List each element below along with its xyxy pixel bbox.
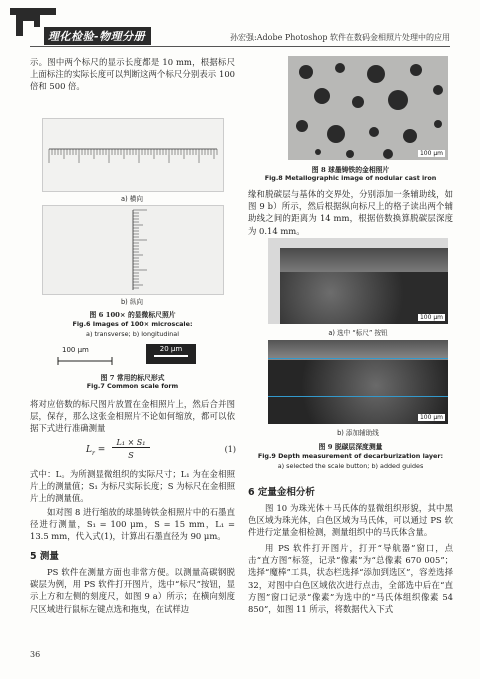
figure-7-scale-20um: 20 μm bbox=[159, 345, 183, 353]
figure-9-caption-en-sub: a) selected the scale button; b) added guides bbox=[277, 462, 424, 470]
formula-denominator: S bbox=[128, 451, 134, 460]
formula-lhs: L bbox=[86, 445, 92, 455]
figure-6a-label: a) 横向 bbox=[121, 195, 143, 203]
guide-line-top bbox=[268, 358, 448, 359]
section-5-heading: 5 测量 bbox=[30, 551, 59, 562]
horizontal-ruler bbox=[280, 238, 448, 248]
figure-8-caption-en: Fig.8 Metallographic image of nodular cast iron bbox=[264, 174, 437, 182]
figure-6b-image bbox=[42, 205, 224, 295]
vertical-ruler bbox=[268, 238, 280, 324]
paragraph-intro: 示。图中两个标尺的显示长度都是 10 mm，根据标尺上面标注的实际长度可以判断这两个标尺分别表示 100 倍和 500 倍。 bbox=[30, 57, 235, 92]
figure-6-caption-en-sub: a) transverse; b) longitudinal bbox=[86, 330, 179, 338]
figure-8-caption-zh: 图 8 球墨铸铁的金相照片 bbox=[311, 166, 390, 174]
formula-1: $L_r$ = L₁ × S₁ S (1) bbox=[86, 438, 236, 460]
figure-7-scalebar-left bbox=[56, 357, 116, 365]
figure-9-caption-en: Fig.9 Depth measurement of decarburization layer: bbox=[257, 452, 444, 460]
figure-9b-image bbox=[268, 340, 448, 424]
figure-7-scalebar-right bbox=[146, 344, 196, 364]
figure-6-caption-en: Fig.6 Images of 100× microscale: bbox=[72, 320, 193, 328]
journal-name: 理化检验-物理分册 bbox=[44, 27, 151, 45]
paragraph-scale-overlay: 将对应倍数的标尺图片放置在金相照片上，然后合并图层，保存，那么这张金相照片不论如何缩放，都可以依据下式进行准确测量 bbox=[30, 399, 235, 434]
figure-9b-scale: 100 μm bbox=[419, 414, 443, 421]
paragraph-quant-steps: 用 PS 软件打开图片，打开“导航器”窗口，点击“直方图”标签，记录“像素”为“总像素 670 005”；选择“魔棒”工具，状态栏选择“添加到选区”，容差选择 32，对图中白色区域依次进行点击，全部选中后在“直方图”窗口记录“像素”为选中的“马氏体组织像素 54 850”，如图 11 所示，将数据代入下式 bbox=[248, 543, 453, 615]
guide-line-bottom bbox=[268, 396, 448, 397]
running-title: 孙宏强:Adobe Photoshop 软件在数码金相照片处理中的应用 bbox=[230, 33, 450, 42]
paragraph-formula-vars: 式中：L。为所测显微组织的实际尺寸；L₁ 为在金相照片上的测量值；S₁ 为标尺实际长度；S 为标尺在金相照片上的测量值。 bbox=[30, 469, 235, 504]
section-6-heading: 6 定量金相分析 bbox=[248, 487, 315, 498]
figure-9a-image bbox=[268, 238, 448, 324]
figure-9a-scale: 100 μm bbox=[419, 314, 443, 321]
paragraph-guides: 缘和脱碳层与基体的交界处，分别添加一条辅助线，如图 9 b）所示，然后根据纵向标尺上的格子读出两个辅助线之间的距离为 14 mm，根据倍数换算脱碳层深度为 0.14 mm。 bbox=[248, 189, 453, 236]
paragraph-quant-intro: 图 10 为珠光体＋马氏体的显微组织形貌，其中黑色区域为珠光体，白色区域为马氏体，可以通过 PS 软件进行定量金相检测，测量组织中的马氏体含量。 bbox=[248, 503, 453, 538]
figure-7-caption-en: Fig.7 Common scale form bbox=[86, 382, 179, 390]
figure-9a-label: a) 选中 “标尺” 按钮 bbox=[328, 329, 388, 337]
paragraph-measure: PS 软件在测量方面也非常方便。以测量高碳钢脱碳层为例，用 PS 软件打开图片，选中“标尺”按钮，显示上方和左侧的刻度尺，如图 9 a）所示；在横向刻度尺区域进行鼠标左键点选和拖曳，在试样边 bbox=[30, 567, 235, 614]
figure-7-caption-zh: 图 7 常用的标尺形式 bbox=[100, 374, 165, 382]
page-number: 36 bbox=[30, 650, 41, 659]
figure-9b-label: b) 添加辅助线 bbox=[337, 429, 379, 437]
formula-lhs-sub: r bbox=[91, 449, 95, 457]
figure-8-image bbox=[288, 56, 448, 160]
paragraph-example: 如对图 8 进行缩放的球墨铸铁金相照片中的石墨直径进行测量，S₁ = 100 μm，S = 15 mm，L₁ = 13.5 mm，代入式(1)，计算出石墨直径为 90 μm。 bbox=[30, 507, 235, 542]
formula-numerator: L₁ × S₁ bbox=[112, 438, 150, 448]
figure-7-scale-100um: 100 μm bbox=[62, 346, 89, 354]
figure-8-scale: 100 μm bbox=[419, 150, 443, 157]
formula-number: (1) bbox=[224, 445, 236, 454]
figure-6a-image bbox=[42, 118, 224, 192]
header-rule bbox=[30, 46, 450, 47]
graphite-nodules bbox=[288, 56, 448, 160]
figure-6-caption-zh: 图 6 100× 的显微标尺照片 bbox=[89, 311, 176, 319]
figure-6b-label: b) 纵向 bbox=[120, 298, 144, 306]
figure-9-caption-zh: 图 9 脱碳层深度测量 bbox=[318, 443, 383, 451]
